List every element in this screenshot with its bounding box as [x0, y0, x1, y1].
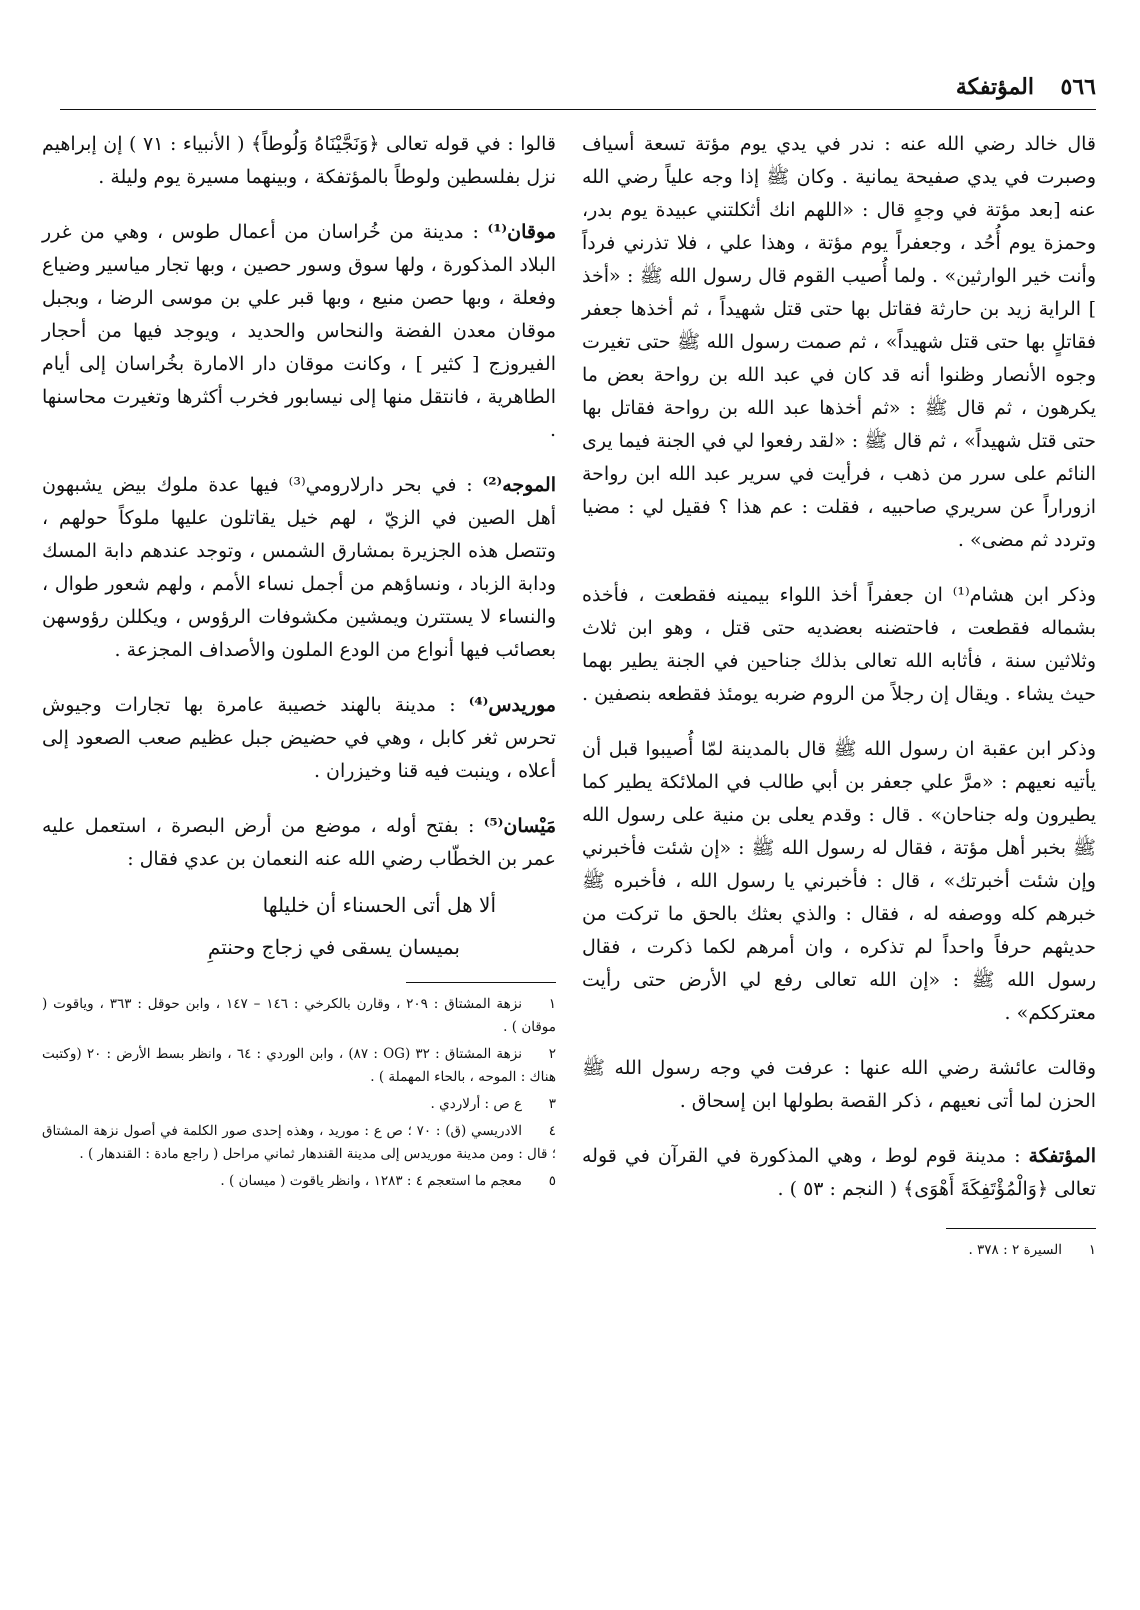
footnote-number: ٥	[548, 1173, 556, 1189]
footnote-number: ٣	[548, 1096, 556, 1112]
page-number: ٥٦٦	[1060, 74, 1096, 100]
footnote-rule	[406, 982, 556, 983]
footnote-rule	[946, 1228, 1096, 1229]
paragraph-ibn-uqba: وذكر ابن عقبة ان رسول الله ﷺ قال بالمدينة لمّا أُصيبوا قبل أن يأتيه نعيهم : «مرَّ علي جعفر بن أبي طالب في الملائكة يطير كما يطيرون وله جناحان» . قال : وقدم يعلى بن منية على رسول الله ﷺ بخبر أهل مؤتة ، فقال له رسول الله ﷺ : «إن شئت فأخبرني وإن شئت أخبرتك» ، قال : فأخبرني يا رسول الله ، فأخبره ﷺ خبرهم كله ووصفه له ، فقال : والذي بعثك بالحق ما تركت من حديثهم حرفاً واحداً لم تذكره ، وان أمرهم لكما ذكرت ، فقال رسول الله ﷺ : «إن الله تعالى رفع لي الأرض حتى رأيت معترككم» .	[582, 738, 1096, 1024]
entry-text: : بفتح أوله ، موضع من أرض البصرة ، استعمل عليه عمر بن الخطّاب رضي الله عنه النعمان بن عدي فقال :	[42, 815, 556, 870]
footnote-number: ١	[1088, 1242, 1096, 1258]
entry-al-mujah	[42, 469, 556, 667]
poem	[42, 886, 556, 966]
footnote	[582, 1239, 1096, 1262]
footnote	[42, 1043, 556, 1089]
footnote-text: الادريسي (ق) : ٧٠ ؛ ص ع : موريد ، وهذه إحدى صور الكلمة في أصول نزهة المشتاق ؛ قال : ومن مدينة موريدس إلى مدينة القندهار ثماني مراحل ( راجع مادة : القندهار ) .	[42, 1123, 556, 1162]
footnote	[42, 1170, 556, 1193]
footnote-text: ع ص : أرلاردي .	[430, 1096, 522, 1112]
entry-al-mutafika	[582, 1140, 1096, 1206]
entry-maysan	[42, 810, 556, 876]
footnote	[42, 1120, 556, 1166]
entry-headword: موقان⁽¹⁾	[487, 221, 556, 243]
footnote-text: معجم ما استعجم ٤ : ١٢٨٣ ، وانظر ياقوت ( ميسان ) .	[220, 1173, 522, 1189]
right-column	[582, 128, 1096, 1266]
entry-text: : مدينة بالهند خصيبة عامرة بها تجارات وجيوش تحرس ثغر كابل ، وهي في حضيض جبل عظيم صعب الصعود إلى أعلاه ، وينبت فيه قنا وخيزران .	[42, 694, 556, 782]
paragraph-khalid: قال خالد رضي الله عنه : ندر في يدي يوم مؤتة تسعة أسياف وصبرت في يدي صفيحة يمانية . وكان ﷺ إذا وجه علياً رضي الله عنه [بعد مؤتة في وجهٍ قال : «اللهم انك أثكلتني عبيدة يوم بدر، وحمزة يوم أُحُد ، وجعفراً يوم مؤتة ، وهذا علي ، فلا تذرني فرداً وأنت خير الوارثين» . ولما أُصيب القوم قال رسول الله ﷺ : «أخذ ] الراية زيد بن حارثة فقاتل بها حتى قتل شهيداً ، ثم أخذها جعفر فقاتلٍ بها حتى قتل شهيداً» ، ثم صمت رسول الله ﷺ حتى تغيرت وجوه الأنصار وظنوا أنه قد كان في عبد الله بن رواحة بعض ما يكرهون ، ثم قال ﷺ : «ثم أخذها عبد الله بن رواحة فقاتل بها حتى قتل شهيداً» ، ثم قال ﷺ : «لقد رفعوا لي في الجنة فيما يرى النائم على سرر من ذهب ، فرأيت في سرير عبد الله ابن رواحة ازوراراً عن سريري صاحبيه ، فقلت : عم هذا ؟ فقيل لي : مضيا وتردد ثم مضى» .	[581, 133, 1096, 551]
footnote-text: نزهة المشتاق : ٣٢ (OG : ٨٧) ، وابن الوردي : ٦٤ ، وانظر بسط الأرض : ٢٠ (وكتبت هناك : الموحه ، بالحاء المهملة ) .	[42, 1046, 556, 1085]
paragraph-ibn-hisham: وذكر ابن هشام⁽¹⁾ ان جعفراً أخذ اللواء بيمينه فقطعت ، فأخذه بشماله فقطعت ، فاحتضنه بعضديه حتى قتل ، وهو ابن ثلاث وثلاثين سنة ، فأثابه الله تعالى بذلك جناحين في الجنة يطير بهما حيث يشاء . ويقال إن رجلاً من الروم ضربه يومئذ فقطعه بنصفين .	[582, 584, 1096, 705]
entry-headword: الموجه⁽²⁾	[482, 474, 556, 496]
entry-muqan	[42, 216, 556, 447]
poem-line: ألا هل أتى الحسناء أن خليلها	[262, 893, 496, 917]
footnote-number: ١	[548, 996, 556, 1012]
header-rule	[60, 109, 1096, 110]
entry-text: : مدينة من خُراسان من أعمال طوس ، وهي من غرر البلاد المذكورة ، ولها سوق وسور حصين ، وبها تجار مياسير وضياع وفعلة ، وبها حصن منيع ، وبها قبر علي بن موسى الرضا ، وبجبل موقان معدن الفضة والنحاس والحديد ، ويوجد فيها من أحجار الفيروزج [ كثير ] ، وكانت موقان دار الامارة بخُراسان إلى أيام الطاهرية ، فانتقل منها إلى نيسابور فخرب أكثرها وتغيرت محاسنها .	[42, 221, 556, 441]
poem-line: بميسان يسقى في زجاج وحنتمِ	[207, 935, 460, 959]
footnote	[42, 993, 556, 1039]
footnote	[42, 1093, 556, 1116]
paragraph-intro: قالوا : في قوله تعالى ﴿وَنَجَّيْنَاهُ وَلُوطاً﴾ ( الأنبياء : ٧١ ) إن إبراهيم نزل بفلسطين ولوطاً بالمؤتفكة ، وبينهما مسيرة يوم وليلة .	[42, 133, 557, 188]
entry-text: : مدينة قوم لوط ، وهي المذكورة في القرآن في قوله تعالى ﴿وَالْمُؤْتَفِكَةَ أَهْوَى﴾ ( النجم : ٥٣ ) .	[582, 1145, 1096, 1200]
footnote-text: نزهة المشتاق : ٢٠٩ ، وقارن بالكرخي : ١٤٦ – ١٤٧ ، وابن حوقل : ٣٦٣ ، وياقوت ( موقان ) .	[42, 996, 556, 1035]
page-header	[60, 74, 1096, 104]
entry-muridis	[42, 689, 556, 788]
left-column	[42, 128, 556, 1197]
paragraph-aisha: وقالت عائشة رضي الله عنها : عرفت في وجه رسول الله ﷺ الحزن لما أتى نعيهم ، ذكر القصة بطولها ابن إسحاق .	[582, 1057, 1096, 1112]
entry-text: : في بحر دارلارومي⁽³⁾ فيها عدة ملوك بيض يشبهون أهل الصين في الزيّ ، لهم خيل يقاتلون عليها ملوكاً حولهم ، وتتصل هذه الجزيرة بمشارق الشمس ، وتوجد عندهم دابة المسك ودابة الزباد ، ونساؤهم من أجمل نساء الأمم ، ولهم شعور طوال ، والنساء لا يستترن ويمشين مكشوفات الرؤوس ، ويكللن رؤوسهن بعصائب فيها أنواع من الودع الملون والأصداف المجزعة .	[42, 474, 556, 661]
entry-headword: موريدس⁽⁴⁾	[468, 694, 556, 716]
footnote-number: ٤	[548, 1123, 556, 1139]
running-title: المؤتفكة	[955, 74, 1034, 100]
footnote-number: ٢	[548, 1046, 556, 1062]
entry-headword: مَيْسان⁽⁵⁾	[483, 815, 556, 837]
footnote-text: السيرة ٢ : ٣٧٨ .	[968, 1242, 1062, 1258]
entry-headword: المؤتفكة	[1028, 1145, 1096, 1167]
